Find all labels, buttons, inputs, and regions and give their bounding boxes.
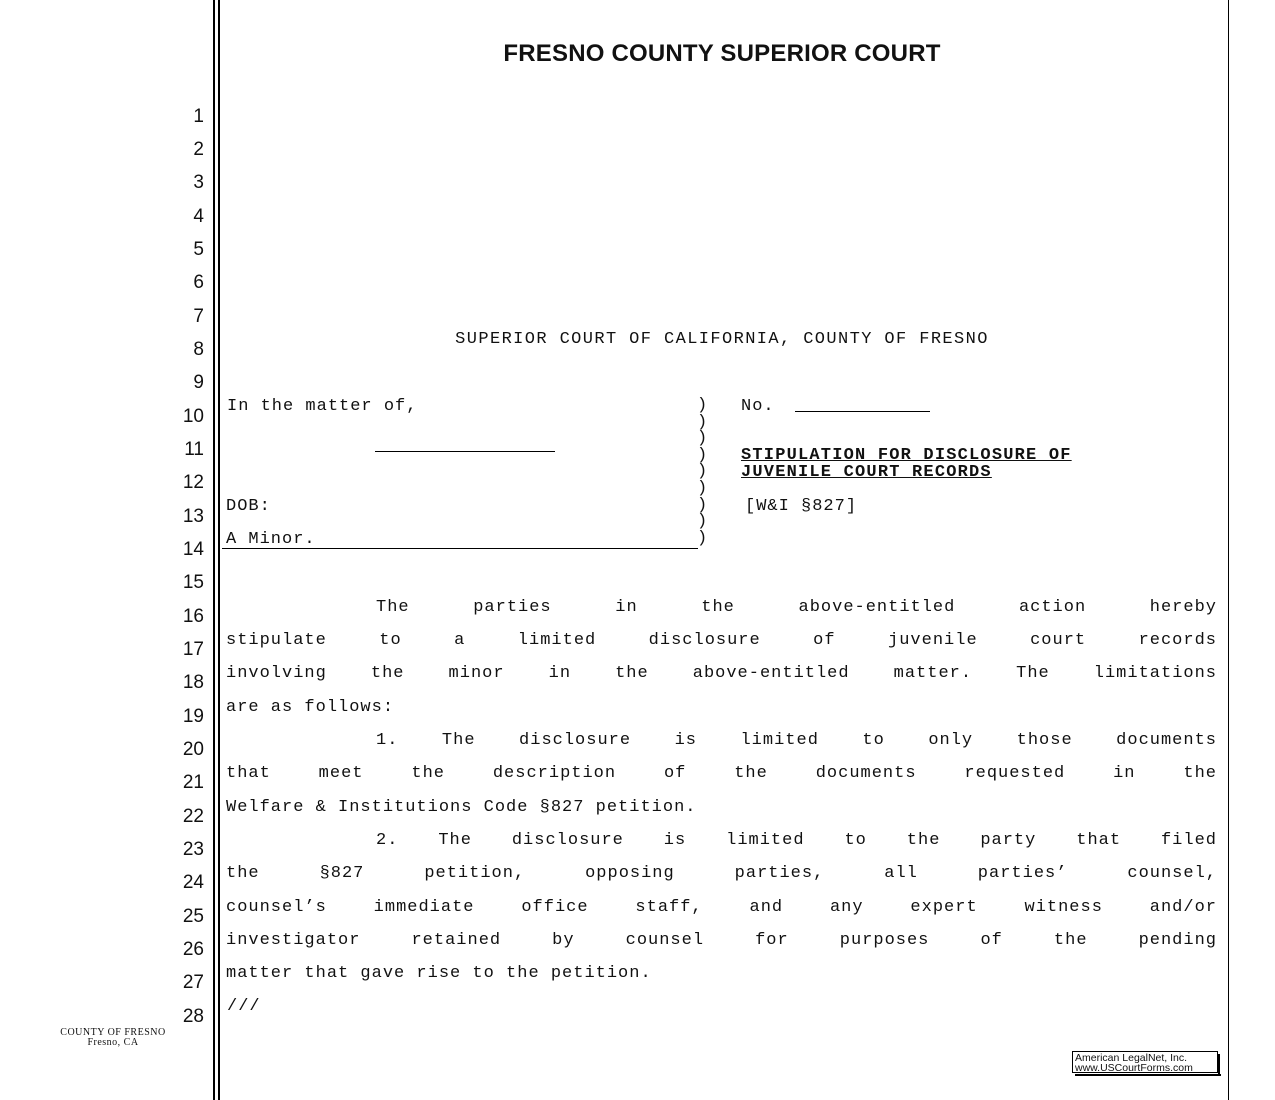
case-number-label: No.	[741, 397, 775, 416]
line-number: 22	[182, 806, 204, 827]
line-number: 18	[182, 672, 204, 693]
line-number: 9	[193, 372, 204, 393]
line-number: 27	[182, 972, 204, 993]
line-number: 7	[193, 306, 204, 327]
body-line: counsel’s immediate office staff, and any expert witness and/or	[226, 898, 1217, 917]
line-number: 6	[193, 272, 204, 293]
line-number: 12	[182, 472, 204, 493]
line-number: 20	[182, 739, 204, 760]
statute-reference: [W&I §827]	[745, 497, 858, 516]
line-number: 26	[182, 939, 204, 960]
body-line: 2. The disclosure is limited to the party that filed	[376, 831, 1217, 850]
page-header-court: FRESNO COUNTY SUPERIOR COURT	[503, 40, 941, 67]
line-number: 19	[182, 706, 204, 727]
body-line: involving the minor in the above-entitled matter. The limitations	[226, 664, 1217, 683]
line-number: 5	[193, 239, 204, 260]
body-line: The parties in the above-entitled action hereby	[376, 598, 1217, 617]
document-title	[741, 447, 1072, 481]
body-line: investigator retained by counsel for purposes of the pending	[226, 931, 1217, 950]
document-title-line2: JUVENILE COURT RECORDS	[741, 463, 992, 482]
continuation-mark: ///	[227, 997, 261, 1016]
publisher-url: www.USCourtForms.com	[1075, 1062, 1193, 1074]
minor-name-blank	[375, 451, 555, 452]
caption-parentheses: ) ) ) ) ) ) ) ) )	[697, 396, 708, 548]
line-number: 16	[182, 606, 204, 627]
footer-county-city: Fresno, CA	[87, 1037, 139, 1048]
left-margin-rule-outer	[213, 0, 215, 1100]
line-number: 1	[193, 106, 204, 127]
body-line: that meet the description of the documents requested in the	[226, 764, 1217, 783]
body-line: matter that gave rise to the petition.	[226, 964, 652, 983]
line-number: 2	[193, 139, 204, 160]
line-number: 13	[182, 506, 204, 527]
stamp-shadow	[1218, 1054, 1220, 1075]
line-number: 8	[193, 339, 204, 360]
footer-county-block	[38, 1028, 188, 1048]
line-number: 23	[182, 839, 204, 860]
left-margin-rule-inner	[218, 0, 220, 1100]
document-title-line1: STIPULATION FOR DISCLOSURE OF	[741, 446, 1072, 465]
line-number: 28	[182, 1006, 204, 1027]
body-line: the §827 petition, opposing parties, all parties’ counsel,	[226, 864, 1217, 883]
line-number: 15	[182, 572, 204, 593]
body-line: are as follows:	[226, 698, 395, 717]
line-number: 14	[182, 539, 204, 560]
caption-matter: In the matter of,	[227, 397, 418, 416]
publisher-stamp	[1072, 1051, 1218, 1073]
footer-county-name: COUNTY OF FRESNO	[60, 1027, 166, 1038]
body-line: Welfare & Institutions Code §827 petition.	[226, 798, 697, 817]
line-number: 17	[182, 639, 204, 660]
body-line: stipulate to a limited disclosure of juvenile court records	[226, 631, 1217, 650]
line-number: 21	[182, 772, 204, 793]
line-number: 4	[193, 206, 204, 227]
case-number-blank	[795, 411, 930, 412]
right-margin-rule	[1228, 0, 1229, 1100]
line-number: 11	[184, 439, 204, 460]
caption-dob-label: DOB:	[226, 497, 271, 516]
line-number: 3	[193, 172, 204, 193]
line-number: 10	[182, 406, 204, 427]
caption-minor-label: A Minor.	[226, 530, 316, 549]
line-number: 24	[182, 872, 204, 893]
line-number: 25	[182, 906, 204, 927]
publisher-name: American LegalNet, Inc.	[1075, 1052, 1188, 1064]
body-line: 1. The disclosure is limited to only those documents	[376, 731, 1217, 750]
court-title: SUPERIOR COURT OF CALIFORNIA, COUNTY OF FRESNO	[455, 330, 989, 349]
caption-box	[222, 398, 698, 549]
